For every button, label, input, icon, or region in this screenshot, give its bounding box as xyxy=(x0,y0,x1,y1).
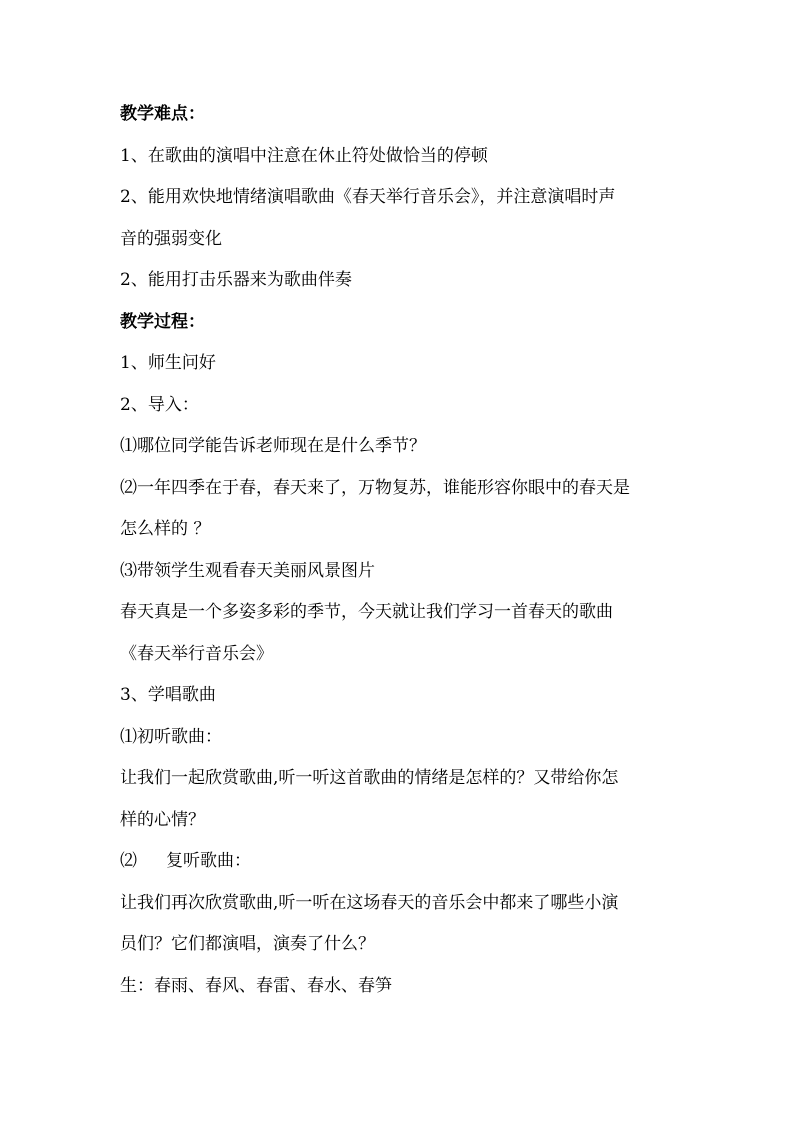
paragraph-line: 样的心情？ xyxy=(120,809,205,830)
paragraph-line: ⑶带领学生观看春天美丽风景图片 xyxy=(120,560,375,581)
paragraph-line: 1、师生问好 xyxy=(120,353,216,373)
paragraph-line: 让我们再次欣赏歌曲,听一听在这场春天的音乐会中都来了哪些小演 xyxy=(120,892,619,913)
list-item-text: 复听歌曲： xyxy=(166,851,251,871)
paragraph-line: 音的强弱变化 xyxy=(120,228,222,249)
paragraph-line: 让我们一起欣赏歌曲,听一听这首歌曲的情绪是怎样的？又带给你怎 xyxy=(120,768,619,788)
heading-teaching-difficulties: 教学难点： xyxy=(120,104,205,124)
paragraph-line: 2、能用欢快地情绪演唱歌曲《春天举行音乐会》，并注意演唱时声 xyxy=(120,187,616,207)
paragraph-line: ⑴初听歌曲： xyxy=(120,726,222,747)
paragraph-line: ⑵一年四季在于春，春天来了，万物复苏，谁能形容你眼中的春天是 xyxy=(120,477,630,498)
list-marker: ⑵ xyxy=(120,851,137,871)
paragraph-line: 员们？它们都演唱，演奏了什么？ xyxy=(120,934,375,954)
paragraph-line: 生：春雨、春风、春雷、春水、春笋 xyxy=(120,975,392,996)
paragraph-line: 3、学唱歌曲 xyxy=(120,685,216,705)
paragraph-line-tabbed xyxy=(120,851,690,871)
paragraph-line: ⑴哪位同学能告诉老师现在是什么季节？ xyxy=(120,436,426,456)
paragraph-line: 2、能用打击乐器来为歌曲伴奏 xyxy=(120,270,352,290)
paragraph-line: 《春天举行音乐会》 xyxy=(120,643,273,664)
heading-teaching-process: 教学过程： xyxy=(120,311,205,332)
paragraph-line: 怎么样的 ？ xyxy=(120,519,211,539)
document-body xyxy=(120,104,690,996)
paragraph-line: 1、在歌曲的演唱中注意在休止符处做恰当的停顿 xyxy=(120,145,488,166)
paragraph-line: 2、导入： xyxy=(120,394,199,415)
paragraph-line: 春天真是一个多姿多彩的季节，今天就让我们学习一首春天的歌曲 xyxy=(120,602,613,622)
